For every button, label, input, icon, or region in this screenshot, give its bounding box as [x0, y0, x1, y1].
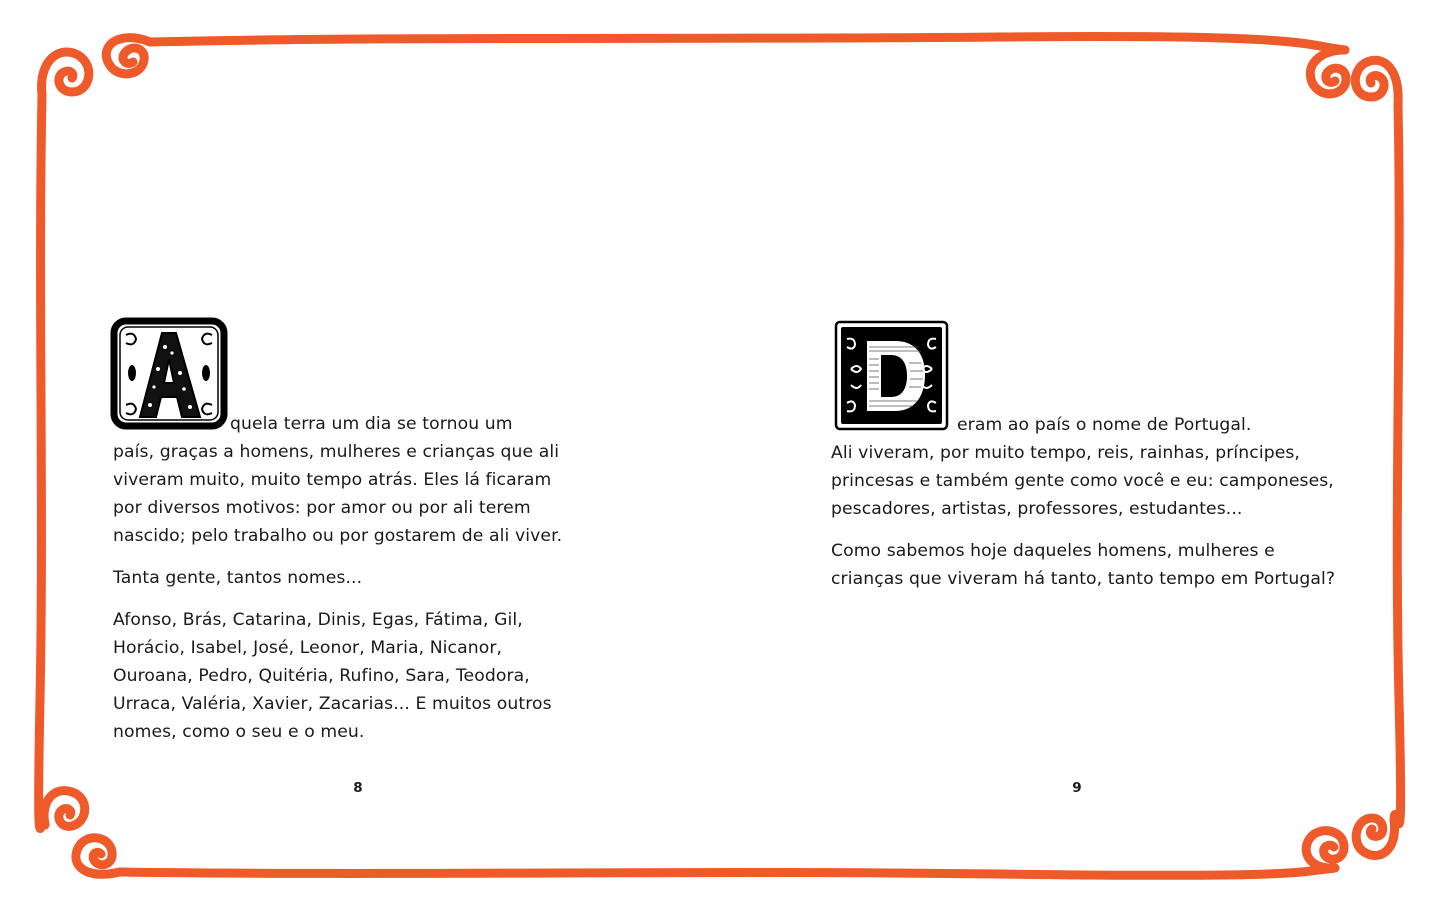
text-line: nomes, como o seu e o meu. [113, 722, 365, 742]
left-paragraph-2 [113, 564, 553, 592]
right-page-text [831, 411, 1336, 607]
text-line: por diversos motivos: por amor ou por ali terem [113, 498, 531, 518]
corner-spiral-top-left [106, 38, 150, 74]
corner-spiral-top-right [1310, 50, 1346, 94]
text-line: pescadores, artistas, professores, estudantes... [831, 499, 1243, 519]
page-number-right: 9 [1072, 780, 1082, 796]
corner-spiral-top-right-2 [1355, 60, 1398, 105]
page-number-left: 8 [353, 780, 363, 796]
text-line: Urraca, Valéria, Xavier, Zacarias... E muitos outros [113, 694, 552, 714]
text-line: Tanta gente, tantos nomes... [113, 568, 363, 588]
corner-spiral-bottom-left-2 [76, 838, 120, 874]
left-paragraph-1 [113, 410, 563, 550]
border-bottom [120, 868, 1335, 875]
text-line: Afonso, Brás, Catarina, Dinis, Egas, Fátima, Gil, [113, 610, 523, 630]
text-line: eram ao país o nome de Portugal. [957, 415, 1252, 435]
corner-spiral-top-left-2 [42, 52, 89, 95]
right-paragraph-1 [831, 411, 1334, 523]
border-top [150, 36, 1345, 50]
border-right [1394, 105, 1401, 824]
text-line: princesas e também gente como você e eu: camponeses, [831, 471, 1334, 491]
text-line: quela terra um dia se tornou um [230, 414, 513, 434]
text-line: Horácio, Isabel, José, Leonor, Maria, Nicanor, [113, 638, 503, 658]
corner-spiral-bottom-right [1306, 831, 1344, 868]
text-line: crianças que viveram há tanto, tanto tempo em Portugal? [831, 569, 1336, 589]
corner-spiral-bottom-left [44, 791, 85, 827]
right-paragraph-2 [831, 537, 1336, 593]
border-left [39, 95, 45, 828]
corner-spiral-bottom-right-2 [1356, 818, 1394, 855]
text-line: nascido; pelo trabalho ou por gostarem de ali viver. [113, 526, 563, 546]
text-line: Ouroana, Pedro, Quitéria, Rufino, Sara, Teodora, [113, 666, 530, 686]
text-line: país, graças a homens, mulheres e crianças que ali [113, 442, 560, 462]
text-line: Ali viveram, por muito tempo, reis, rainhas, príncipes, [831, 443, 1300, 463]
text-line: Como sabemos hoje daqueles homens, mulheres e [831, 541, 1275, 561]
left-page-text [113, 410, 563, 760]
text-line: viveram muito, muito tempo atrás. Eles lá ficaram [113, 470, 552, 490]
left-paragraph-3 [113, 606, 553, 746]
